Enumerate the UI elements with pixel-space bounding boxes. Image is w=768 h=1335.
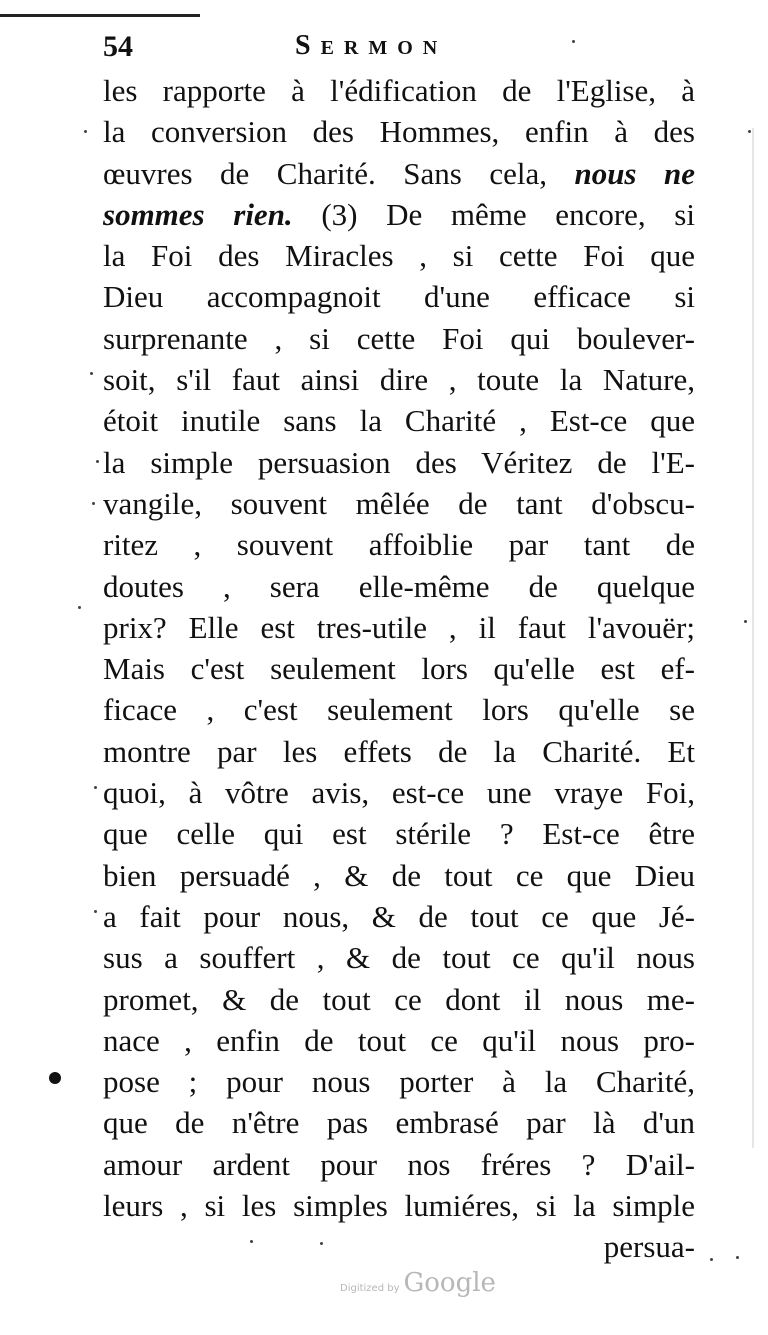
margin-mark-dot (49, 1072, 61, 1084)
text-line: doutes , sera elle-même de quelque (103, 568, 695, 604)
text-line: bien persuadé , & de tout ce que Dieu (103, 857, 695, 893)
speck (320, 1242, 323, 1245)
speck (78, 606, 81, 609)
text-line: amour ardent pour nos fréres ? D'ail- (103, 1146, 695, 1182)
page-edge-shadow (752, 128, 754, 1148)
watermark-brand: Google (403, 1268, 496, 1298)
speck (94, 910, 97, 913)
watermark-prefix: Digitized by (340, 1283, 400, 1294)
text-line: étoit inutile sans la Charité , Est-ce que (103, 403, 695, 439)
text-line: a fait pour nous, & de tout ce que Jé- (103, 898, 695, 934)
italic-quote: sommes rien. (103, 196, 293, 232)
top-rule (0, 14, 200, 17)
speck (84, 130, 87, 133)
speck (710, 1258, 713, 1261)
text-line: vangile, souvent mêlée de tant d'obscu- (103, 485, 695, 521)
speck (736, 1256, 739, 1259)
catchword: persua- (603, 1229, 695, 1265)
speck (744, 620, 747, 623)
text-line: surprenante , si cette Foi qui boulever- (103, 320, 695, 356)
running-title: Sermon (295, 30, 448, 61)
page-header (103, 30, 693, 70)
text-line: soit, s'il faut ainsi dire , toute la Nature, (103, 362, 695, 398)
text-line: quoi, à vôtre avis, est-ce une vraye Foi, (103, 775, 695, 811)
italic-quote: nous ne (574, 155, 695, 191)
speck (92, 502, 95, 505)
speck (748, 130, 751, 133)
digitization-watermark (340, 1268, 496, 1298)
page-number: 54 (103, 30, 133, 63)
text-line: prix? Elle est tres-utile , il faut l'avouër; (103, 609, 695, 645)
text-line: la simple persuasion des Véritez de l'E- (103, 444, 695, 480)
text-line: la Foi des Miracles , si cette Foi que (103, 238, 695, 274)
speck (572, 40, 575, 43)
speck (250, 1240, 253, 1243)
speck (90, 372, 93, 375)
text-line: leurs , si les simples lumiéres, si la simple (103, 1188, 695, 1224)
speck (94, 786, 97, 789)
text-line: que celle qui est stérile ? Est-ce être (103, 816, 695, 852)
text-line: les rapporte à l'édification de l'Eglise, à (103, 73, 695, 108)
text-line: pose ; pour nous porter à la Charité, (103, 1064, 695, 1100)
text-line: ritez , souvent affoiblie par tant de (103, 527, 695, 563)
text-line: la conversion des Hommes, enfin à des (103, 114, 695, 150)
text-line: sus a souffert , & de tout ce qu'il nous (103, 940, 695, 976)
text-line: Dieu accompagnoit d'une efficace si (103, 279, 695, 315)
text-line: que de n'être pas embrasé par là d'un (103, 1105, 695, 1141)
text-line (103, 153, 695, 194)
text-line: montre par les effets de la Charité. Et (103, 733, 695, 769)
text-line: nace , enfin de tout ce qu'il nous pro- (103, 1022, 695, 1058)
sermon-text (103, 70, 695, 1268)
text-span: (3) De même encore, si (292, 196, 695, 232)
speck (96, 460, 99, 463)
text-line: ficace , c'est seulement lors qu'elle se (103, 692, 695, 728)
text-line (103, 194, 695, 235)
text-line: Mais c'est seulement lors qu'elle est ef- (103, 651, 695, 687)
text-line: promet, & de tout ce dont il nous me- (103, 981, 695, 1017)
text-span: œuvres de Charité. Sans cela, (103, 155, 575, 191)
